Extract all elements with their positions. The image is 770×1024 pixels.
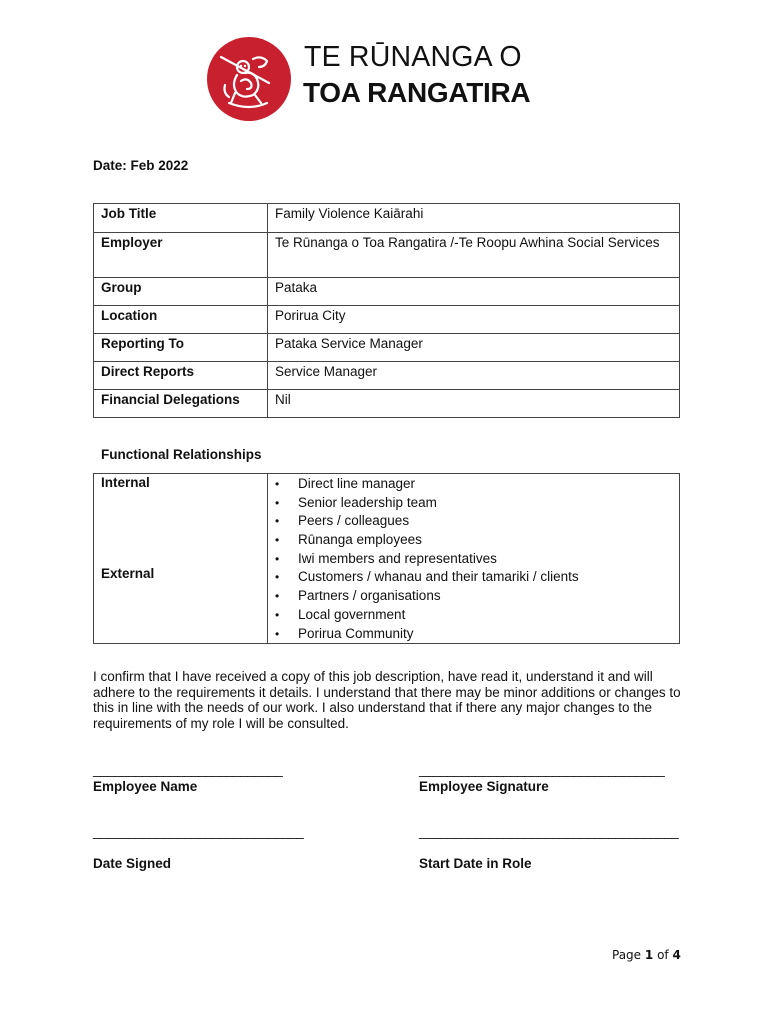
- date-signed-label: Date Signed: [93, 856, 172, 871]
- list-item: • Direct line manager: [268, 475, 679, 494]
- date-label: Date:: [93, 158, 127, 173]
- detail-label: Employer: [94, 233, 268, 278]
- functional-relationships-heading: Functional Relationships: [101, 447, 262, 462]
- detail-label: Financial Delegations: [94, 390, 268, 418]
- table-row: [94, 204, 680, 233]
- employee-name-label: Employee Name: [93, 779, 198, 794]
- start-date-label: Start Date in Role: [419, 856, 532, 871]
- detail-value: Porirua City: [268, 306, 680, 334]
- external-label: External: [101, 566, 155, 581]
- table-row: [94, 334, 680, 362]
- org-logo: [207, 37, 567, 121]
- detail-value: Te Rūnanga o Toa Rangatira /-Te Roopu Awhina Social Services: [268, 233, 680, 278]
- page-word: Page: [612, 948, 642, 962]
- table-row: [94, 362, 680, 390]
- relationship-labels: [94, 474, 268, 644]
- detail-value: Pataka Service Manager: [268, 334, 680, 362]
- page-total: 4: [672, 948, 681, 962]
- detail-label: Direct Reports: [94, 362, 268, 390]
- org-name-line1: TE RŪNANGA O: [304, 41, 522, 73]
- detail-value: Service Manager: [268, 362, 680, 390]
- job-details-table: [93, 203, 680, 418]
- employee-signature-line: ___________________________________: [419, 762, 665, 777]
- table-row: [94, 306, 680, 334]
- list-item: • Iwi members and representatives: [268, 550, 679, 569]
- functional-relationships-table: [93, 473, 680, 644]
- list-item: • Partners / organisations: [268, 587, 679, 606]
- list-item: • Local government: [268, 606, 679, 625]
- page-number: [612, 948, 681, 962]
- page-current: 1: [644, 948, 654, 962]
- relationship-items: [268, 474, 680, 644]
- detail-label: Job Title: [94, 204, 268, 233]
- detail-label: Reporting To: [94, 334, 268, 362]
- detail-value: Family Violence Kaiārahi: [268, 204, 680, 233]
- org-name-line2: TOA RANGATIRA: [303, 77, 531, 108]
- detail-value: Nil: [268, 390, 680, 418]
- detail-label: Group: [94, 278, 268, 306]
- page-of: of: [657, 948, 669, 962]
- detail-value: Pataka: [268, 278, 680, 306]
- internal-list: [268, 475, 679, 568]
- list-item: • Senior leadership team: [268, 494, 679, 513]
- list-item: • Rūnanga employees: [268, 531, 679, 550]
- document-date: [93, 158, 188, 173]
- internal-label: Internal: [101, 475, 150, 490]
- detail-label: Location: [94, 306, 268, 334]
- confirmation-statement: I confirm that I have received a copy of this job description, have read it, understand it and will adhere to the requirements it details. I understand that there may be minor additions or changes to this in line with the needs of our work. I also understand that if there any major changes to the requirements of my role I will be consulted.: [93, 669, 681, 731]
- table-row: [94, 474, 680, 644]
- list-item: • Porirua Community: [268, 625, 679, 644]
- toa-rangatira-emblem-icon: [207, 37, 291, 121]
- table-row: [94, 278, 680, 306]
- list-item: • Peers / colleagues: [268, 512, 679, 531]
- date-signed-line: ______________________________: [93, 824, 304, 839]
- date-value: Feb 2022: [130, 158, 189, 173]
- table-row: [94, 390, 680, 418]
- table-row: [94, 233, 680, 278]
- employee-name-line: ___________________________: [93, 762, 283, 777]
- start-date-line: _____________________________________: [419, 824, 679, 839]
- list-item: • Customers / whanau and their tamariki / clients: [268, 568, 679, 587]
- employee-signature-label: Employee Signature: [419, 779, 549, 794]
- external-list: [268, 568, 679, 643]
